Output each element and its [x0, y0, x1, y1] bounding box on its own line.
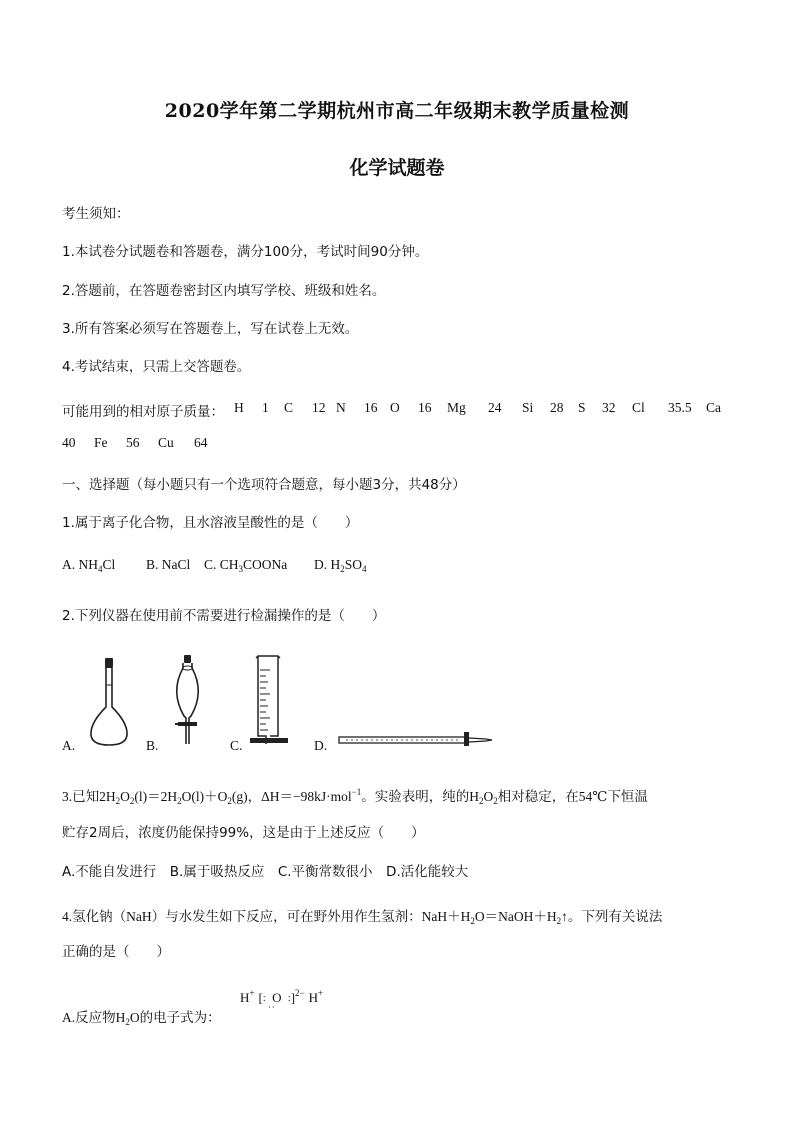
exam-title: 2020学年第二学期杭州市高二年级期末教学质量检测 [164, 100, 630, 122]
element-symbol: Mg [447, 400, 466, 415]
element-mass: 64 [194, 435, 208, 450]
question-4-stem-line2: 正确的是（ ） [62, 944, 170, 960]
element-mass: 40 [62, 435, 76, 450]
q2-option-c-label: C. [230, 738, 243, 753]
question-3-stem-line2: 贮存2周后，浓度仍能保持99%，这是由于上述反应（ ） [62, 825, 425, 841]
element-symbol: O [390, 400, 400, 415]
element-symbol: N [336, 400, 346, 415]
element-mass: 28 [550, 400, 564, 415]
graduated-cylinder-icon [248, 654, 298, 746]
element-symbol: Si [522, 400, 534, 415]
exam-subtitle: 化学试题卷 [349, 157, 445, 179]
element-mass: 56 [126, 435, 140, 450]
element-mass: 12 [312, 400, 326, 415]
q1-option-c: C. $CH_3COONa$ [204, 557, 288, 574]
element-symbol: Cu [158, 435, 174, 450]
element-symbol: H [234, 400, 244, 415]
question-1-stem: 1.属于离子化合物，且水溶液呈酸性的是（ ） [62, 515, 359, 531]
notice-item: 4.考试结束，只需上交答题卷。 [62, 359, 251, 375]
burette-icon [338, 730, 498, 750]
notice-item: 2.答题前，在答题卷密封区内填写学校、班级和姓名。 [62, 283, 386, 299]
question-3-stem: 3.已知$2H_2O_2(l)=2H_2O(l)+O_2(g)$，ΔH＝−98kJ·mol$^{-1}$。实验表明，纯的$H_2O_2$相对稳定，在54℃下恒温 [62, 787, 648, 806]
electron-formula: H+ [ : O : ·· ]$^{2-}$ H+ [240, 988, 324, 1012]
notice-item: 1.本试卷分试题卷和答题卷，满分100分，考试时间90分钟。 [62, 244, 429, 260]
element-mass: 35.5 [668, 400, 692, 415]
element-mass: 16 [364, 400, 378, 415]
element-symbol: Cl [632, 400, 645, 415]
q2-option-a-label: A. [62, 738, 76, 753]
q2-option-b-label: B. [146, 738, 159, 753]
question-4-stem: 4.氢化钠（NaH）与水发生如下反应，可在野外用作生氢剂：$NaH+H_2O=NaOH+H_2↑$。下列有关说法 [62, 909, 663, 926]
q1-option-b: B. NaCl [146, 557, 191, 572]
element-symbol: C [284, 400, 294, 415]
element-symbol: Ca [706, 400, 721, 415]
notice-heading: 考生须知： [62, 206, 130, 222]
element-mass: 32 [602, 400, 616, 415]
q2-option-d-label: D. [314, 738, 328, 753]
section-heading: 一、选择题（每小题只有一个选项符合题意，每小题3分，共48分） [62, 477, 466, 493]
volumetric-flask-icon [86, 655, 136, 750]
question-3-options: A.不能自发进行 B.属于吸热反应 C.平衡常数很小 D.活化能较大 [62, 864, 469, 880]
notice-item: 3.所有答案必须写在答题卷上，写在试卷上无效。 [62, 321, 359, 337]
q1-option-a: A. $NH_4Cl$ [62, 557, 116, 574]
separatory-funnel-icon [164, 652, 214, 752]
atomic-mass-label: 可能用到的相对原子质量： [62, 404, 224, 420]
question-2-stem: 2.下列仪器在使用前不需要进行检漏操作的是（ ） [62, 608, 386, 624]
element-symbol: S [578, 400, 586, 415]
element-mass: 16 [418, 400, 432, 415]
q1-option-d: D. $H_2SO_4$ [314, 557, 367, 574]
element-mass: 1 [262, 400, 269, 415]
element-mass: 24 [488, 400, 502, 415]
element-symbol: Fe [94, 435, 108, 450]
q4-option-a: A.反应物$H_2O$的电子式为： [62, 1010, 221, 1027]
